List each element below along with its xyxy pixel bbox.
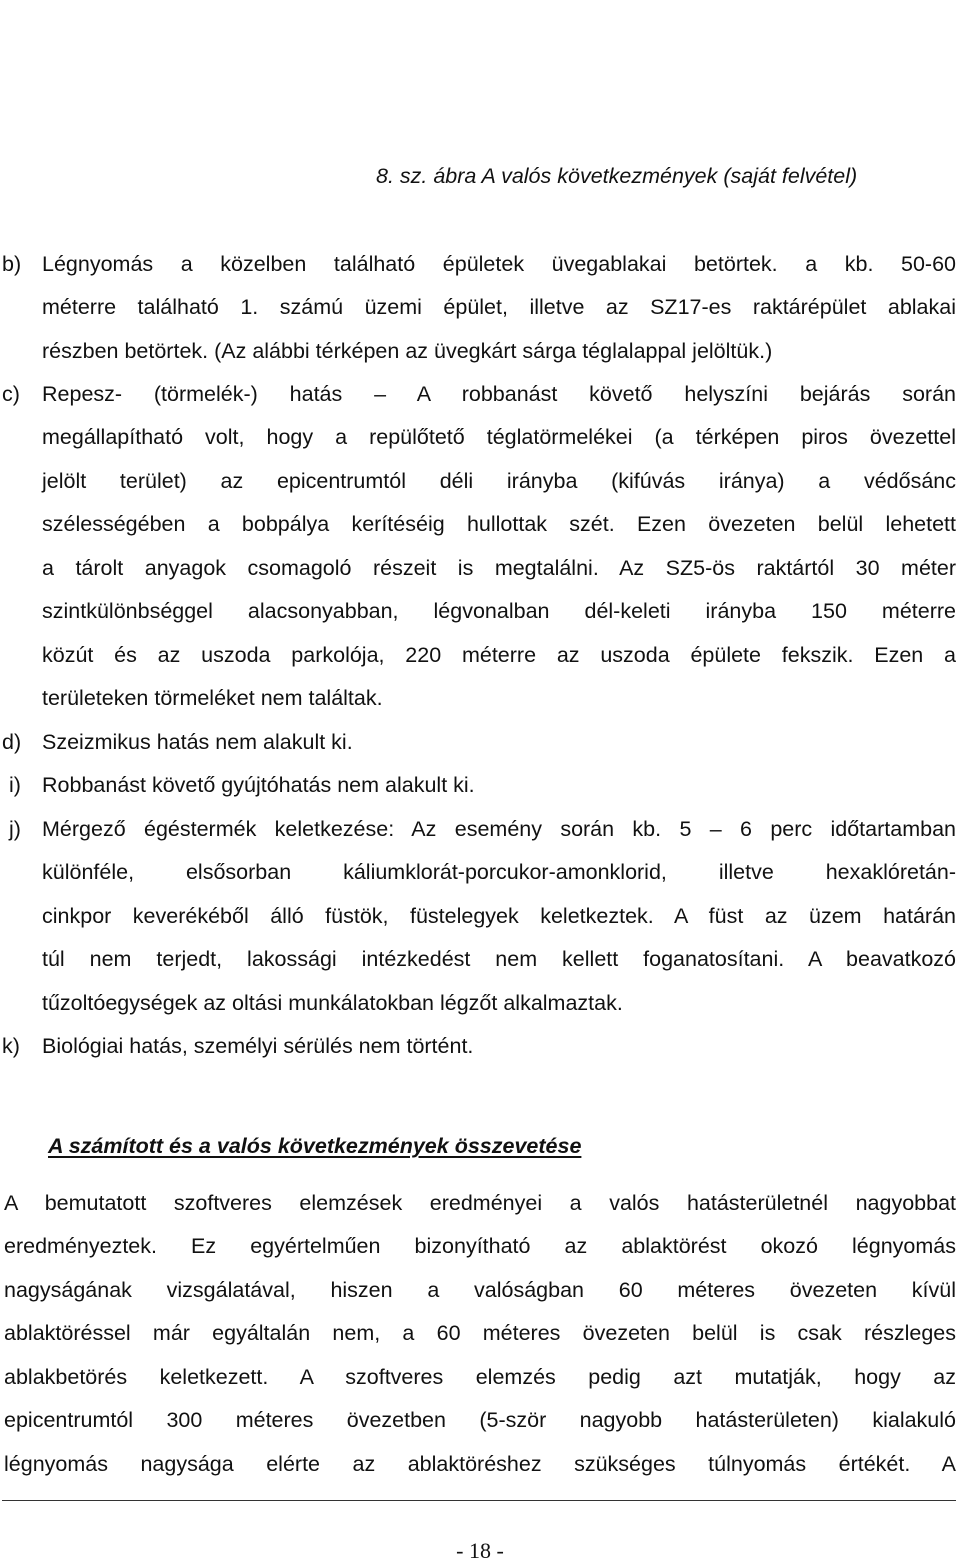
list-item-j-line-3: cinkpor keverékéből álló füstök, füstelegyek keletkeztek. A füst az üzem határán — [42, 904, 956, 928]
list-item-j-line-4: túl nem terjedt, lakossági intézkedést nem kellett foganatosítani. A beavatkozó — [42, 947, 956, 971]
list-item-c-line-5: a tárolt anyagok csomagoló részeit is megtalálni. Az SZ5-ös raktártól 30 méter — [42, 556, 956, 580]
list-label-c: c) — [2, 382, 20, 406]
body-line-6: epicentrumtól 300 méteres övezetben (5-ször nagyobb hatásterületen) kialakuló — [4, 1408, 956, 1432]
body-line-4: ablaktöréssel már egyáltalán nem, a 60 méteres övezeten belül is csak részleges — [4, 1321, 956, 1345]
body-line-5: ablakbetörés keletkezett. A szoftveres elemzés pedig azt mutatják, hogy az — [4, 1365, 956, 1389]
body-line-2: eredményeztek. Ez egyértelműen bizonyítható az ablaktörést okozó légnyomás — [4, 1234, 956, 1258]
list-label-b: b) — [2, 252, 22, 276]
list-item-b-line-3: részben betörtek. (Az alábbi térképen az üvegkárt sárga téglalappal jelöltük.) — [42, 339, 773, 363]
list-item-b-line-2: méterre található 1. számú üzemi épület, illetve az SZ17-es raktárépület ablakai — [42, 295, 956, 319]
list-item-c-line-3: jelölt terület) az epicentrumtól déli irányba (kifúvás iránya) a védősánc — [42, 469, 956, 493]
list-item-c-line-6: szintkülönbséggel alacsonyabban, légvonalban dél-keleti irányba 150 méterre — [42, 599, 956, 623]
list-label-k: k) — [2, 1034, 20, 1058]
list-item-k-line-1: Biológiai hatás, személyi sérülés nem történt. — [42, 1034, 474, 1058]
list-item-c-line-2: megállapítható volt, hogy a repülőtető téglatörmelékei (a térképen piros övezettel — [42, 425, 956, 449]
list-item-b-line-1: Légnyomás a közelben található épületek üvegablakai betörtek. a kb. 50-60 — [42, 252, 956, 276]
list-label-i: i) — [9, 773, 21, 797]
figure-caption: 8. sz. ábra A valós következmények (saját felvétel) — [376, 164, 858, 188]
body-line-1: A bemutatott szoftveres elemzések eredményei a valós hatásterületnél nagyobbat — [4, 1191, 956, 1215]
page-number: - 18 - — [456, 1538, 504, 1563]
list-item-c-line-1: Repesz- (törmelék-) hatás – A robbanást követő helyszíni bejárás során — [42, 382, 956, 406]
list-item-c-line-7: közút és az uszoda parkolója, 220 méterre az uszoda épülete fekszik. Ezen a — [42, 643, 956, 667]
list-item-c-line-4: szélességében a bobpálya kerítéséig hullottak szét. Ezen övezeten belül lehetett — [42, 512, 956, 536]
list-label-d: d) — [2, 730, 22, 754]
footer-divider — [2, 1500, 956, 1501]
section-heading: A számított és a valós következmények összevetése — [48, 1134, 582, 1158]
list-item-i-line-1: Robbanást követő gyújtóhatás nem alakult ki. — [42, 773, 475, 797]
list-item-d-line-1: Szeizmikus hatás nem alakult ki. — [42, 730, 353, 754]
list-item-c-line-8: területeken törmeléket nem találtak. — [42, 686, 383, 710]
list-item-j-line-2: különféle, elsősorban káliumklorát-porcukor-amonklorid, illetve hexaklóretán- — [42, 860, 956, 884]
list-item-j-line-1: Mérgező égéstermék keletkezése: Az esemény során kb. 5 – 6 perc időtartamban — [42, 817, 956, 841]
list-item-j-line-5: tűzoltóegységek az oltási munkálatokban légzőt alkalmaztak. — [42, 991, 623, 1015]
body-line-3: nagyságának vizsgálatával, hiszen a valóságban 60 méteres övezeten kívül — [4, 1278, 956, 1302]
body-line-7: légnyomás nagysága elérte az ablaktöréshez szükséges túlnyomás értékét. A — [4, 1452, 956, 1476]
list-label-j: j) — [9, 817, 21, 841]
